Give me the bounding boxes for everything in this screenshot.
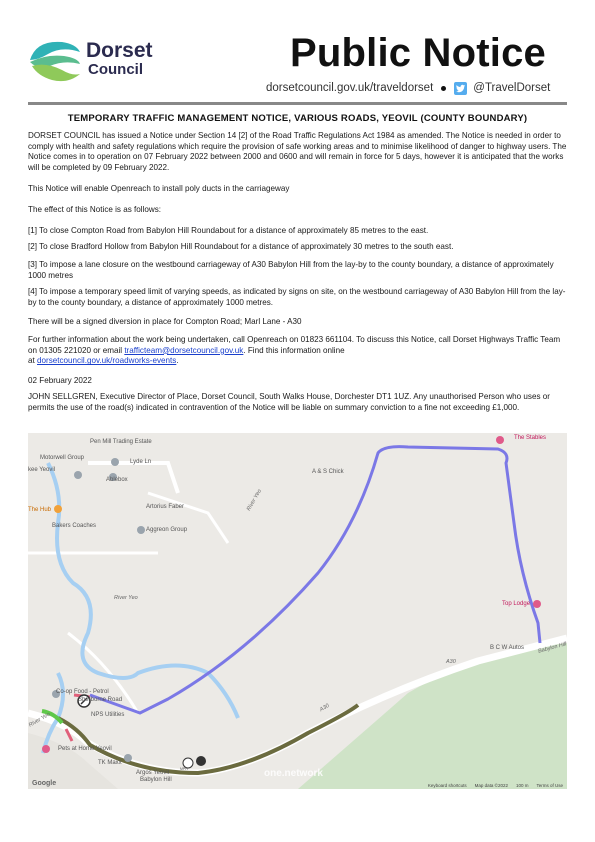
keyboard-shortcuts-link[interactable]: Keyboard shortcuts [427,783,467,788]
map-label-nps: NPS Utilities [91,712,125,718]
map-label-a30-2: A30 [318,703,331,714]
map-label-lyde-ln: Lyde Ln [130,459,152,465]
contact-text-2: . Find this information online [243,345,345,355]
map-label-as-chick: A & S Chick [312,469,344,475]
map-label-artorius: Artorius Faber [146,504,185,510]
google-logo: Google [32,780,57,787]
contact-text-4: . [176,356,179,366]
map-label-aggreon: Aggreon Group [146,527,188,533]
purpose-paragraph: This Notice will enable Openreach to install poly ducts in the carriageway [28,184,290,193]
intro-paragraph: DORSET COUNCIL has issued a Notice under Section 14 [2] of the Road Traffic Regulations Act 1984 as amended. The Notice is needed in order to comply with health and safety regulations which require the provision of safe working areas and to minimise likelihood of danger to highway users. The Notice comes in to operation on 07 February 2022 between 2000 and 0600 and will remain in force for 5 days, however it is anticipated that the works will be completed by 09 February 2022. [28,131,567,172]
map-label-pets: Pets at Home Yeovil [58,746,112,752]
separator-dot-icon [441,86,446,91]
map-label-the-stables: The Stables [514,435,547,441]
map-label-river-yeo-1: River Yeo [245,488,263,513]
map-footer [428,783,563,788]
map-label-bakers: Bakers Coaches [52,523,97,529]
map-label-river-yeo-3: River Yeo [28,711,52,729]
map-label-bcw-autos: B C W Autos [490,645,525,651]
twitter-handle[interactable]: @TravelDorset [473,82,551,94]
terms-link[interactable]: Terms of Use [536,783,563,788]
effect-item-2: [2] To close Bradford Hollow from Babylon Hill Roundabout for a distance of approximately 30 metres to the south east. [28,242,454,251]
diversion-paragraph: There will be a signed diversion in place for Compton Road; Marl Lane - A30 [28,317,302,326]
brand-name: Dorset [86,39,153,62]
river-yeo [48,463,238,718]
map-label-babylon-hill: Babylon Hill [140,777,172,783]
contact-row [266,81,550,95]
map-label-argos: Argos Yeovil [136,770,170,776]
map-label-motorwell: Motorwell Group [40,455,85,461]
roadworks-map[interactable] [28,433,567,789]
notice-heading: TEMPORARY TRAFFIC MANAGEMENT NOTICE, VARIOUS ROADS, YEOVIL (COUNTY BOUNDARY) [67,113,528,124]
map-canvas [28,433,567,789]
contact-paragraph [28,335,567,367]
map-label-coop: Co-op Food - Petrol [56,689,109,695]
brand-subtitle: Council [88,61,143,78]
map-label-a30-1: A30 [446,659,456,665]
twitter-icon[interactable] [454,82,467,95]
map-label-sherborne-road: Sherborne Road [78,697,123,703]
website-link[interactable]: dorsetcouncil.gov.uk/traveldorset [266,82,434,94]
effect-item-4: [4] To impose a temporary speed limit of varying speeds, as indicated by signs on site, on the westbound carriageway of A30 Babylon Hill from the lay-by to the county boundary, a distance of approximately 1000 metres. [28,287,566,307]
page-title: Public Notice [290,31,546,75]
map-label-kee-yeovil: kee Yeovil [28,467,56,473]
notice-date: 02 February 2022 [28,376,92,385]
contact-email-link[interactable]: trafficteam@dorsetcouncil.gov.uk [124,345,244,355]
scale-text: 100 m [515,783,529,788]
speed-sign-label: MPH [180,767,188,771]
map-label-the-hub: The Hub [28,507,52,513]
roadworks-link[interactable]: dorsetcouncil.gov.uk/roadworks-events [37,356,177,366]
effect-item-3: [3] To impose a lane closure on the westbound carriageway of A30 Babylon Hill from the lay-by to the county boundary, a distance of approximately 1000 metres [28,260,554,280]
map-data-text: Map data ©2022 [474,783,508,788]
onenetwork-watermark: one.network [264,768,323,779]
contact-text-3: at [28,356,37,366]
map-label-babylon-hill-road: Babylon Hill [537,641,567,655]
signature-paragraph: JOHN SELLGREN, Executive Director of Place, Dorset Council, South Walks House, Dorchester DT1 1UZ. Any unauthorised Person who uses or permits the use of the road(s) indicated in contravention of the Notice will be liable on summary conviction to a fine not exceeding £1,000. [28,392,550,412]
roadworks-sign-icon[interactable] [196,756,206,766]
map-label-tk-maxx: TK Maxx [98,760,122,766]
map-label-pen-mill: Pen Mill Trading Estate [90,439,152,445]
map-label-top-lodge: Top Lodge [502,601,531,607]
map-label-ablebox: Ablebox [106,477,128,483]
header-divider [28,102,567,105]
effect-intro: The effect of this Notice is as follows: [28,205,162,214]
contact-text-1: For further information about the work being undertaken, call Openreach on 01823 661104. To discuss this Notice, call Dorset Highways Traffic Team on 01305 221020 or email [28,335,561,355]
dorset-logo-icon [28,34,84,86]
effect-item-1: [1] To close Compton Road from Babylon Hill Roundabout for a distance of approximately 85 metres to the east. [28,226,429,235]
map-label-river-yeo-2: River Yeo [114,595,138,601]
